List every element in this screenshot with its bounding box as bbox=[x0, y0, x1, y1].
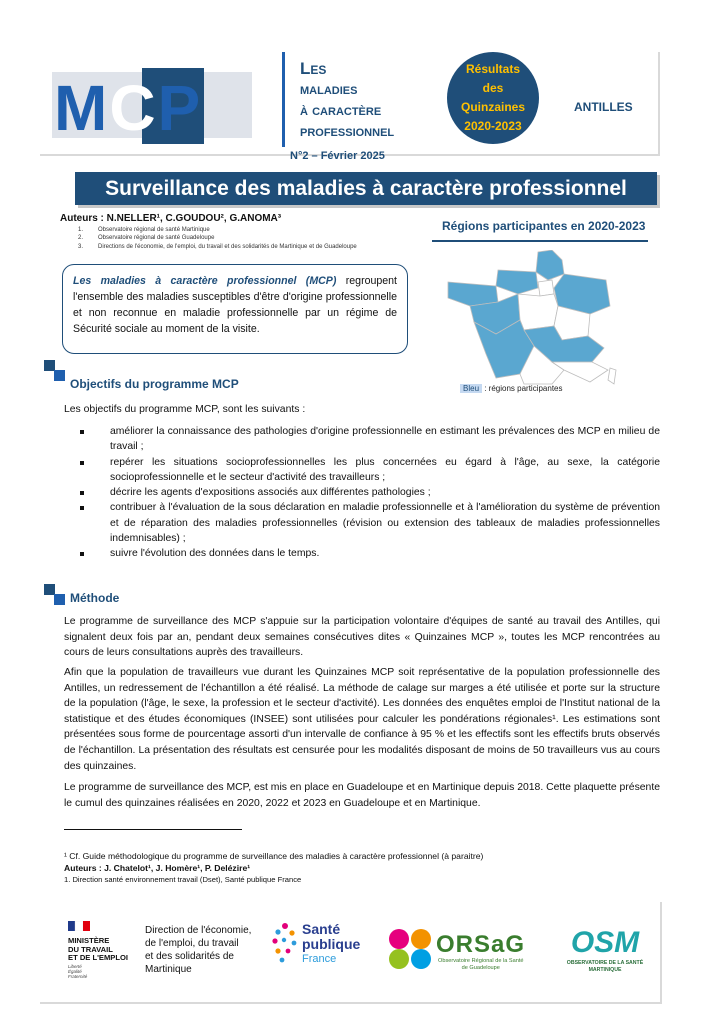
badge-line-1: Résultats bbox=[465, 62, 521, 76]
badge-line-3: Quinzaines bbox=[460, 100, 525, 114]
method-paragraph-3: Le programme de surveillance des MCP, est mis en place en Guadeloupe et en Martinique depuis 2018. Cette plaquette présente le cumul des quinzaines réalisées en 2020, 2022 et 2023 en Guadeloupe et en Martinique. bbox=[64, 782, 660, 809]
marianne-icon bbox=[68, 921, 90, 931]
france-regions-map bbox=[440, 250, 620, 385]
method-paragraph-1: Le programme de surveillance des MCP s'appuie sur la participation volontaire d'équipes de santé au travail des Antilles, qui signalent deux fois par an, pendant deux semaines consécutives dites « Quinzaines MCP », toutes les MCP rencontrées au cours de leurs consultations auprès des travailleurs. bbox=[64, 616, 660, 659]
osm-sub-2: MARTINIQUE bbox=[588, 966, 622, 973]
osm-sub-1: OBSERVATOIRE DE LA SANTÉ bbox=[566, 960, 644, 966]
results-badge bbox=[447, 52, 539, 144]
motto-3: Fraternité bbox=[68, 973, 88, 979]
badge-line-4: 2020-2023 bbox=[464, 119, 522, 133]
header-separator bbox=[282, 52, 285, 147]
series-line-4: professionnel bbox=[300, 123, 395, 140]
orsag-sub-2: de Guadeloupe bbox=[461, 964, 500, 971]
affil-text-1: Observatoire régional de santé Martinique bbox=[98, 227, 210, 233]
affil-text-3: Directions de l'économie, de l'emploi, du travail et des solidarités de Martinique et de Guadeloupe bbox=[98, 243, 357, 250]
list-item: améliorer la connaissance des pathologies d'origine professionnelle en estimant les prévalences des MCP en milieu de travail ; bbox=[80, 424, 660, 455]
list-item: suivre l'évolution des données dans le temps. bbox=[80, 546, 660, 561]
dreets-line-1: Direction de l'économie, bbox=[145, 925, 252, 936]
map-legend bbox=[460, 384, 563, 393]
footnote-affiliation: 1. Direction santé environnement travail (Dset), Santé publique France bbox=[64, 875, 302, 884]
section-square-icon bbox=[54, 594, 65, 605]
ministry-line-1: MINISTÈRE bbox=[68, 936, 110, 945]
motto-2: Égalité bbox=[68, 968, 82, 974]
ministry-line-2: DU TRAVAIL bbox=[68, 944, 113, 954]
region-bretagne bbox=[448, 282, 498, 306]
method-paragraph-2: Afin que la population de travailleurs vue durant les Quinzaines MCP soit représentative de la population professionnelle des Antilles, un redressement de l'échantillon a été réalisé. La méthode de calage sur marges a été utilisée et porte sur la structure de la population (l'âge, le sexe, la profession et le secteur d'activité). Les données des enquêtes emploi de l'Institut national de la statistique et des études économiques (INSEE) sont utilisées pour calculer les pondérations régionales¹. Les estimations sont présentées sous forme de pourcentage assorti d'un intervalle de confiance à 95 % et les effectifs sont les effectifs bruts observés de l'échantillon. La présentation des résultats est censurée pour les modalités disposant de moins de 50 travailleurs vus au cours des quinzaines. bbox=[64, 667, 660, 772]
map-title-rule bbox=[432, 240, 648, 242]
spf-line-1: Santé bbox=[302, 921, 341, 937]
definition-text: regroupent l'ensemble des maladies susceptibles d'être d'origine professionnelle et non reconnue en maladie professionnelle par un régime de Sécurité sociale au moment de la visite. bbox=[73, 275, 397, 335]
spf-dots-icon bbox=[270, 922, 300, 968]
issue-number: N°2 – Février 2025 bbox=[290, 150, 385, 162]
orsag-name: ORSaG bbox=[436, 931, 526, 958]
footnote-1: ¹ Cf. Guide méthodologique du programme de surveillance des maladies à caractère professionnel (à paraitre) bbox=[64, 851, 484, 861]
method-title: Méthode bbox=[70, 591, 120, 605]
region-idf bbox=[538, 280, 554, 296]
logo-letter: M bbox=[54, 72, 110, 144]
objectives-list bbox=[80, 424, 660, 562]
spf-line-2: publique bbox=[302, 936, 361, 952]
list-item: décrire les agents d'expositions associés aux différentes pathologies ; bbox=[80, 485, 660, 500]
orsag-sub-1: Observatoire Régional de la Santé bbox=[438, 958, 524, 964]
ministry-line-3: ET DE L'EMPLOI bbox=[68, 953, 129, 962]
series-title bbox=[300, 58, 394, 142]
list-item: repérer les situations socioprofessionnelles les plus concernées eu égard à l'âge, au sexe, la catégorie socioprofessionnelle et le secteur d'activité des travailleurs ; bbox=[80, 455, 660, 486]
authors-line: Auteurs : N.NELLER¹, C.GOUDOU², G.ANOMA³ bbox=[60, 213, 282, 224]
mcp-definition-box bbox=[62, 264, 408, 354]
region-centre bbox=[518, 294, 558, 330]
region-normandie bbox=[496, 270, 538, 294]
region-hauts-de-france bbox=[536, 250, 564, 280]
spf-line-3: France bbox=[302, 953, 337, 965]
osm-logo bbox=[560, 926, 650, 973]
footnote-authors: Auteurs : J. Chatelot¹, J. Homère¹, P. Delézire¹ bbox=[64, 863, 251, 873]
definition-lead: Les maladies à caractère professionnel (MCP) bbox=[73, 275, 337, 287]
mcp-logo bbox=[50, 66, 265, 146]
badge-line-2: des bbox=[482, 81, 504, 95]
legend-key: Bleu bbox=[460, 384, 482, 393]
svg-text:MCP bbox=[54, 72, 202, 144]
affil-num-3: 3. bbox=[78, 243, 84, 250]
motto-1: Liberté bbox=[68, 963, 82, 969]
map-title: Régions participantes en 2020-2023 bbox=[442, 219, 646, 233]
series-line-3: à caractère bbox=[300, 102, 382, 119]
affil-num-1: 1. bbox=[78, 227, 84, 233]
dreets-line-4: Martinique bbox=[145, 964, 192, 975]
footnote-rule bbox=[64, 829, 242, 830]
objectives-intro: Les objectifs du programme MCP, sont les suivants : bbox=[64, 404, 306, 415]
legend-text: : régions participantes bbox=[482, 384, 563, 393]
list-item: contribuer à l'évaluation de la sous déclaration en maladie professionnelle et à l'amélioration du système de prévention et de réparation des maladies professionnelles (révision ou extension des tableaux de maladies professionnelles indemnisables) ; bbox=[80, 500, 660, 546]
dreets-name bbox=[145, 924, 251, 976]
orsag-icons bbox=[388, 928, 434, 970]
series-line-2: maladies bbox=[300, 81, 358, 98]
section-square-icon bbox=[54, 370, 65, 381]
dreets-line-2: de l'emploi, du travail bbox=[145, 938, 239, 949]
ministry-logo bbox=[68, 918, 136, 979]
series-line-1: Les bbox=[300, 59, 327, 78]
page-title: Surveillance des maladies à caractère professionnel bbox=[75, 172, 657, 205]
region-label: ANTILLES bbox=[574, 100, 633, 114]
affil-num-2: 2. bbox=[78, 235, 84, 242]
logo-letter: C bbox=[109, 72, 158, 144]
affil-text-2: Observatoire régional de santé Guadeloupe bbox=[98, 235, 215, 242]
osm-name: OSM bbox=[570, 926, 640, 959]
footnotes bbox=[64, 850, 483, 886]
logo-letter: P bbox=[157, 72, 203, 144]
affiliations bbox=[78, 226, 357, 251]
objectives-title: Objectifs du programme MCP bbox=[70, 377, 239, 391]
region-corse bbox=[608, 368, 616, 384]
dreets-line-3: et des solidarités de bbox=[145, 951, 234, 962]
